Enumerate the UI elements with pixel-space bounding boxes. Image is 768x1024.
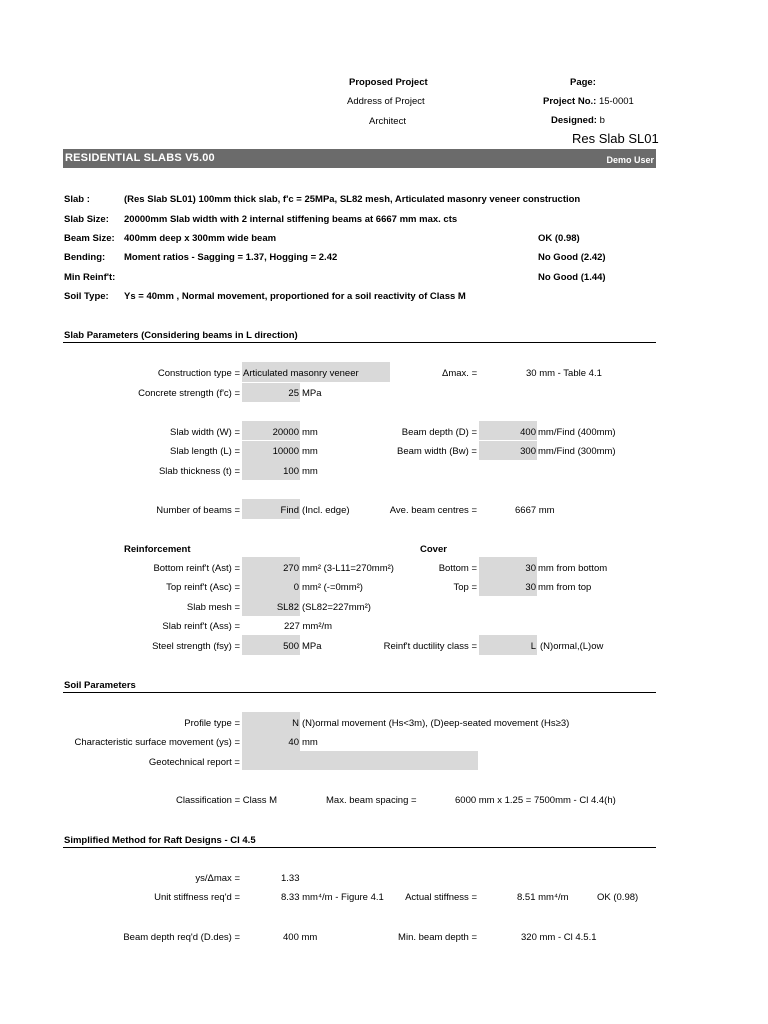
surface-movement-label: Characteristic surface movement (ys) = [74, 737, 240, 748]
cover-bottom-label: Bottom = [438, 563, 477, 574]
delta-max-value: 30 mm - Table 4.1 [526, 368, 602, 379]
summary-soil-label: Soil Type: [64, 291, 109, 302]
summary-minreinf-label: Min Reinf't: [64, 272, 116, 283]
slab-mesh-value[interactable]: SL82 [276, 602, 299, 613]
concrete-strength-label: Concrete strength (f'c) = [138, 388, 240, 399]
number-of-beams-label: Number of beams = [156, 505, 240, 516]
min-beam-depth-label: Min. beam depth = [398, 932, 477, 943]
summary-size: 20000mm Slab width with 2 internal stiffening beams at 6667 mm max. cts [124, 214, 458, 225]
beam-depth-req-value: 400 mm [283, 932, 318, 943]
document-title: Res Slab SL01 [572, 131, 659, 146]
steel-strength-value[interactable]: 500 [283, 641, 299, 652]
slab-reinf-label: Slab reinf't (Ass) = [162, 621, 240, 632]
slab-reinf-value: 227 mm²/m [284, 621, 333, 632]
cover-top-label: Top = [453, 582, 477, 593]
slab-length-unit: mm [302, 446, 318, 457]
geotechnical-report-cell[interactable] [242, 751, 478, 770]
slab-width-value[interactable]: 20000 [272, 427, 299, 438]
summary-minreinf-status: No Good (1.44) [538, 272, 606, 283]
summary-slab: (Res Slab SL01) 100mm thick slab, f'c = 25MPa, SL82 mesh, Articulated masonry veneer construction [124, 194, 581, 205]
surface-movement-unit: mm [302, 737, 318, 748]
profile-type-unit: (N)ormal movement (Hs<3m), (D)eep-seated movement (Hs≥3) [302, 718, 570, 729]
project-number-value: 15-0001 [598, 96, 634, 107]
designed-label: Designed: [551, 115, 597, 126]
profile-type-label: Profile type = [184, 718, 240, 729]
beam-width-unit: mm/Find (300mm) [538, 446, 616, 457]
number-of-beams-value[interactable]: Find [280, 505, 299, 516]
beam-depth-label: Beam depth (D) = [401, 427, 477, 438]
summary-beam-status: OK (0.98) [538, 233, 580, 244]
section-divider [63, 692, 656, 693]
ys-dmax-value: 1.33 [281, 873, 300, 884]
ductility-class-cell[interactable] [479, 635, 537, 655]
top-reinf-unit: mm² (-=0mm²) [302, 582, 363, 593]
ductility-class-value[interactable]: L [530, 641, 536, 652]
slab-thickness-label: Slab thickness (t) = [158, 466, 240, 477]
top-reinf-value[interactable]: 0 [293, 582, 299, 593]
actual-stiffness-status: OK (0.98) [597, 892, 639, 903]
surface-movement-value[interactable]: 40 [288, 737, 299, 748]
project-number [543, 96, 634, 107]
concrete-strength-unit: MPa [302, 388, 322, 399]
actual-stiffness-label: Actual stiffness = [405, 892, 477, 903]
project-address: Address of Project [347, 96, 425, 107]
beam-width-label: Beam width (Bw) = [397, 446, 477, 457]
summary-beam: 400mm deep x 300mm wide beam [124, 233, 277, 244]
ductility-class-unit: (N)ormal,(L)ow [540, 641, 604, 652]
summary-bending-status: No Good (2.42) [538, 252, 606, 263]
ave-beam-centres-value: 6667 mm [515, 505, 555, 516]
designed-value: b [599, 115, 605, 126]
beam-width-value[interactable]: 300 [520, 446, 536, 457]
slab-length-value[interactable]: 10000 [272, 446, 299, 457]
beam-depth-req-label: Beam depth req'd (D.des) = [123, 932, 240, 943]
beam-depth-value[interactable]: 400 [520, 427, 536, 438]
construction-type-label: Construction type = [157, 368, 240, 379]
max-beam-spacing-label: Max. beam spacing = [326, 795, 417, 806]
top-reinf-cell[interactable] [242, 577, 300, 596]
title-banner [63, 149, 656, 168]
project-name: Proposed Project [349, 77, 428, 88]
cover-top-unit: mm from top [538, 582, 592, 593]
section-divider [63, 847, 656, 848]
cover-top-value[interactable]: 30 [525, 582, 536, 593]
ductility-class-label: Reinf't ductility class = [383, 641, 477, 652]
banner-user: Demo User [606, 155, 654, 165]
slab-mesh-label: Slab mesh = [186, 602, 240, 613]
cover-bottom-value[interactable]: 30 [525, 563, 536, 574]
profile-type-value[interactable]: N [292, 718, 299, 729]
summary-soil: Ys = 40mm , Normal movement, proportioned for a soil reactivity of Class M [124, 291, 466, 302]
project-number-label: Project No.: [543, 96, 597, 107]
summary-bending: Moment ratios - Sagging = 1.37, Hogging = 2.42 [124, 252, 338, 263]
top-reinf-label: Top reinf't (Asc) = [166, 582, 240, 593]
geotechnical-report-label: Geotechnical report = [148, 757, 240, 768]
summary-beam-label: Beam Size: [64, 233, 115, 244]
banner-title: RESIDENTIAL SLABS V5.00 [65, 152, 215, 164]
unit-stiffness-label: Unit stiffness req'd = [154, 892, 240, 903]
slab-thickness-value[interactable]: 100 [283, 466, 299, 477]
section-divider [63, 342, 656, 343]
ave-beam-centres-label: Ave. beam centres = [389, 505, 477, 516]
bottom-reinf-value[interactable]: 270 [283, 563, 299, 574]
delta-max-label: Δmax. = [442, 368, 478, 379]
soil-classification: Classification = Class M [176, 795, 278, 806]
construction-type-value[interactable]: Articulated masonry veneer [243, 368, 359, 379]
number-of-beams-unit: (Incl. edge) [302, 505, 350, 516]
section-soil-parameters: Soil Parameters [64, 680, 136, 691]
page-label: Page: [570, 77, 596, 88]
actual-stiffness-value: 8.51 mm⁴/m [517, 892, 569, 903]
max-beam-spacing-value: 6000 mm x 1.25 = 7500mm - Cl 4.4(h) [455, 795, 616, 806]
unit-stiffness-value: 8.33 mm⁴/m - Figure 4.1 [281, 892, 384, 903]
slab-width-label: Slab width (W) = [170, 427, 240, 438]
reinforcement-heading: Reinforcement [124, 544, 191, 555]
section-slab-parameters: Slab Parameters (Considering beams in L direction) [64, 330, 298, 341]
cover-heading: Cover [420, 544, 447, 555]
slab-mesh-unit: (SL82=227mm²) [302, 602, 371, 613]
project-architect: Architect [369, 116, 406, 127]
slab-width-unit: mm [302, 427, 318, 438]
bottom-reinf-unit: mm² (3-L11=270mm²) [302, 563, 394, 574]
section-simplified-method: Simplified Method for Raft Designs - Cl 4.5 [64, 835, 256, 846]
min-beam-depth-value: 320 mm - Cl 4.5.1 [521, 932, 597, 943]
cover-bottom-unit: mm from bottom [538, 563, 608, 574]
slab-thickness-unit: mm [302, 466, 318, 477]
beam-depth-unit: mm/Find (400mm) [538, 427, 616, 438]
summary-slab-label: Slab : [64, 194, 90, 205]
summary-size-label: Slab Size: [64, 214, 109, 225]
steel-strength-label: Steel strength (fsy) = [152, 641, 240, 652]
summary-bending-label: Bending: [64, 252, 106, 263]
slab-length-label: Slab length (L) = [170, 446, 240, 457]
designed-by [551, 115, 605, 126]
steel-strength-unit: MPa [302, 641, 322, 652]
bottom-reinf-label: Bottom reinf't (Ast) = [153, 563, 240, 574]
ys-dmax-label: ys/Δmax = [195, 873, 240, 884]
concrete-strength-value[interactable]: 25 [288, 388, 299, 399]
